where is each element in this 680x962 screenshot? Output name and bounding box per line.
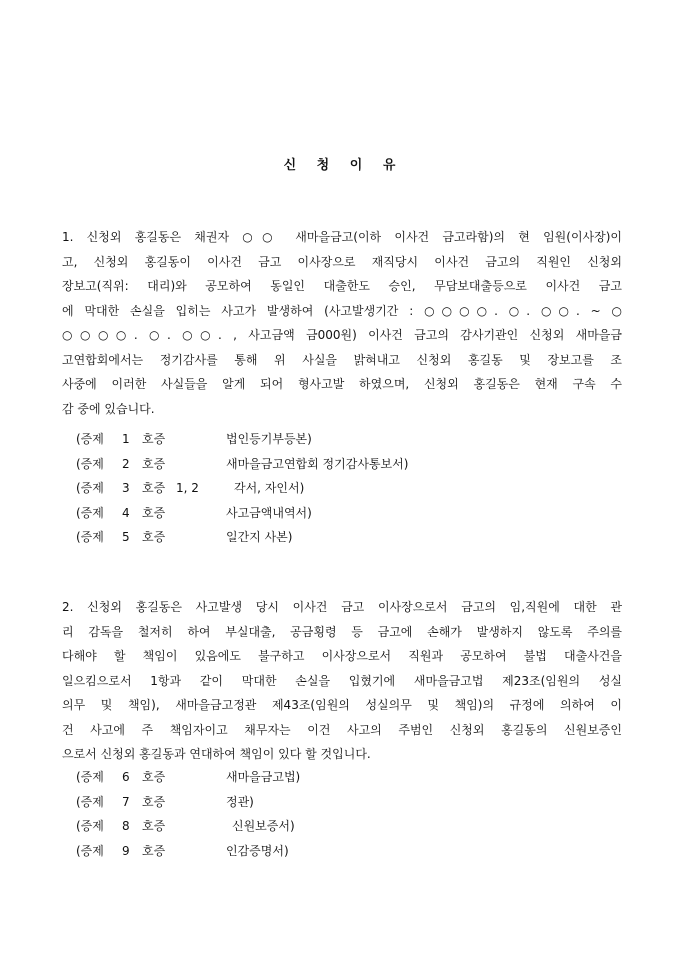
evidence-description: 신원보증서): [232, 819, 295, 833]
evidence-label: (증제: [76, 819, 104, 833]
section-1-line: 고, 신청외 홍길동이 이사건 금고 이사장으로 재직당시 이사건 금고의 직원인 신청외: [62, 254, 622, 269]
evidence-item: [76, 452, 596, 477]
evidence-number: 1: [122, 432, 130, 446]
section-2-line: 2. 신청외 홍길동은 사고발생 당시 이사건 금고 이사장으로서 금고의 임,직원에 대한 관: [62, 600, 622, 614]
section-1-line: 에 막대한 손실을 입히는 사고가 발생하여 (사고발생기간 : ○○○○. ○. ○○. ~ ○: [62, 303, 622, 318]
evidence-label: (증제: [76, 481, 104, 495]
section-1-line: 사중에 이러한 사실들을 알게 되어 형사고발 하였으며, 신청외 홍길동은 현재 구속 수: [62, 377, 622, 391]
evidence-unit: 호증: [142, 481, 166, 495]
section-2-paragraph: [62, 595, 622, 767]
evidence-unit: 호증: [142, 794, 166, 809]
section-1-evidence-list: [76, 427, 596, 550]
evidence-description: 법인등기부등본): [226, 432, 312, 446]
evidence-number: 5: [122, 530, 130, 544]
evidence-description: 새마을금고법): [226, 770, 301, 784]
evidence-number: 3: [122, 481, 130, 495]
evidence-item: [76, 476, 596, 501]
evidence-label: (증제: [76, 843, 104, 858]
evidence-extra: 1, 2: [176, 481, 199, 495]
evidence-label: (증제: [76, 505, 104, 520]
evidence-label: (증제: [76, 794, 104, 809]
section-1-line: 장보고(직위: 대리)와 공모하여 동일인 대출한도 승인, 무담보대출등으로 이사건 금고: [62, 279, 622, 293]
evidence-item: [76, 501, 596, 526]
evidence-item: [76, 839, 596, 864]
evidence-description: 새마을금고연합회 정기감사통보서): [226, 456, 409, 471]
evidence-number: 6: [122, 770, 130, 784]
section-1-paragraph: [62, 225, 622, 421]
section-1-line: ○○○○. ○. ○○. , 사고금액 금000원) 이사건 금고의 감사기관인 신청외 새마을금: [62, 328, 622, 342]
evidence-item: [76, 427, 596, 452]
section-2-line: 리 감독을 철저히 하여 부실대출, 공금횡령 등 금고에 손해가 발생하지 않도록 주의를: [62, 624, 622, 639]
evidence-item: [76, 814, 596, 839]
section-2-line: 으로서 신청외 홍길동과 연대하여 책임이 있다 할 것입니다.: [62, 747, 371, 761]
evidence-label: (증제: [76, 432, 104, 446]
evidence-number: 7: [122, 794, 130, 809]
section-1-line: 감 중에 있습니다.: [62, 401, 155, 416]
evidence-description: 인감증명서): [226, 843, 289, 858]
evidence-unit: 호증: [142, 843, 166, 858]
evidence-label: (증제: [76, 530, 104, 544]
section-2-line: 일으킴으로서 1항과 같이 막대한 손실을 입혔기에 새마을금고법 제23조(임원의 성실: [62, 673, 622, 688]
evidence-number: 2: [122, 456, 130, 471]
evidence-unit: 호증: [142, 505, 166, 520]
evidence-unit: 호증: [142, 530, 166, 544]
section-2-line: 의무 및 책임), 새마을금고정관 제43조(임원의 성실의무 및 책임)의 규정에 의하여 이: [62, 698, 622, 712]
evidence-description: 사고금액내역서): [226, 505, 312, 520]
evidence-description: 정관): [226, 794, 254, 809]
evidence-number: 8: [122, 819, 130, 833]
evidence-item: [76, 765, 596, 790]
evidence-label: (증제: [76, 456, 104, 471]
section-2-evidence-list: [76, 765, 596, 863]
section-1-line: 고연합회에서는 정기감사를 통해 위 사실을 밝혀내고 신청외 홍길동 및 장보고를 조: [62, 352, 622, 367]
evidence-unit: 호증: [142, 456, 166, 471]
evidence-unit: 호증: [142, 770, 166, 784]
evidence-number: 4: [122, 505, 130, 520]
evidence-number: 9: [122, 843, 130, 858]
evidence-description: 각서, 자인서): [234, 481, 305, 495]
section-2-line: 건 사고에 주 책임자이고 채무자는 이건 사고의 주범인 신청외 홍길동의 신원보증인: [62, 722, 622, 737]
evidence-item: [76, 790, 596, 815]
evidence-item: [76, 525, 596, 550]
document-title: 신 청 이 유: [283, 158, 397, 173]
section-2-line: 다해야 할 책임이 있음에도 불구하고 이사장으로서 직원과 공모하여 불법 대출사건을: [62, 649, 622, 663]
evidence-unit: 호증: [142, 819, 166, 833]
evidence-label: (증제: [76, 770, 104, 784]
evidence-unit: 호증: [142, 432, 166, 446]
section-1-line: 1. 신청외 홍길동은 채권자 ○○ 새마을금고(이하 이사건 금고라함)의 현 임원(이사장)이: [62, 230, 622, 244]
evidence-description: 일간지 사본): [226, 530, 293, 544]
